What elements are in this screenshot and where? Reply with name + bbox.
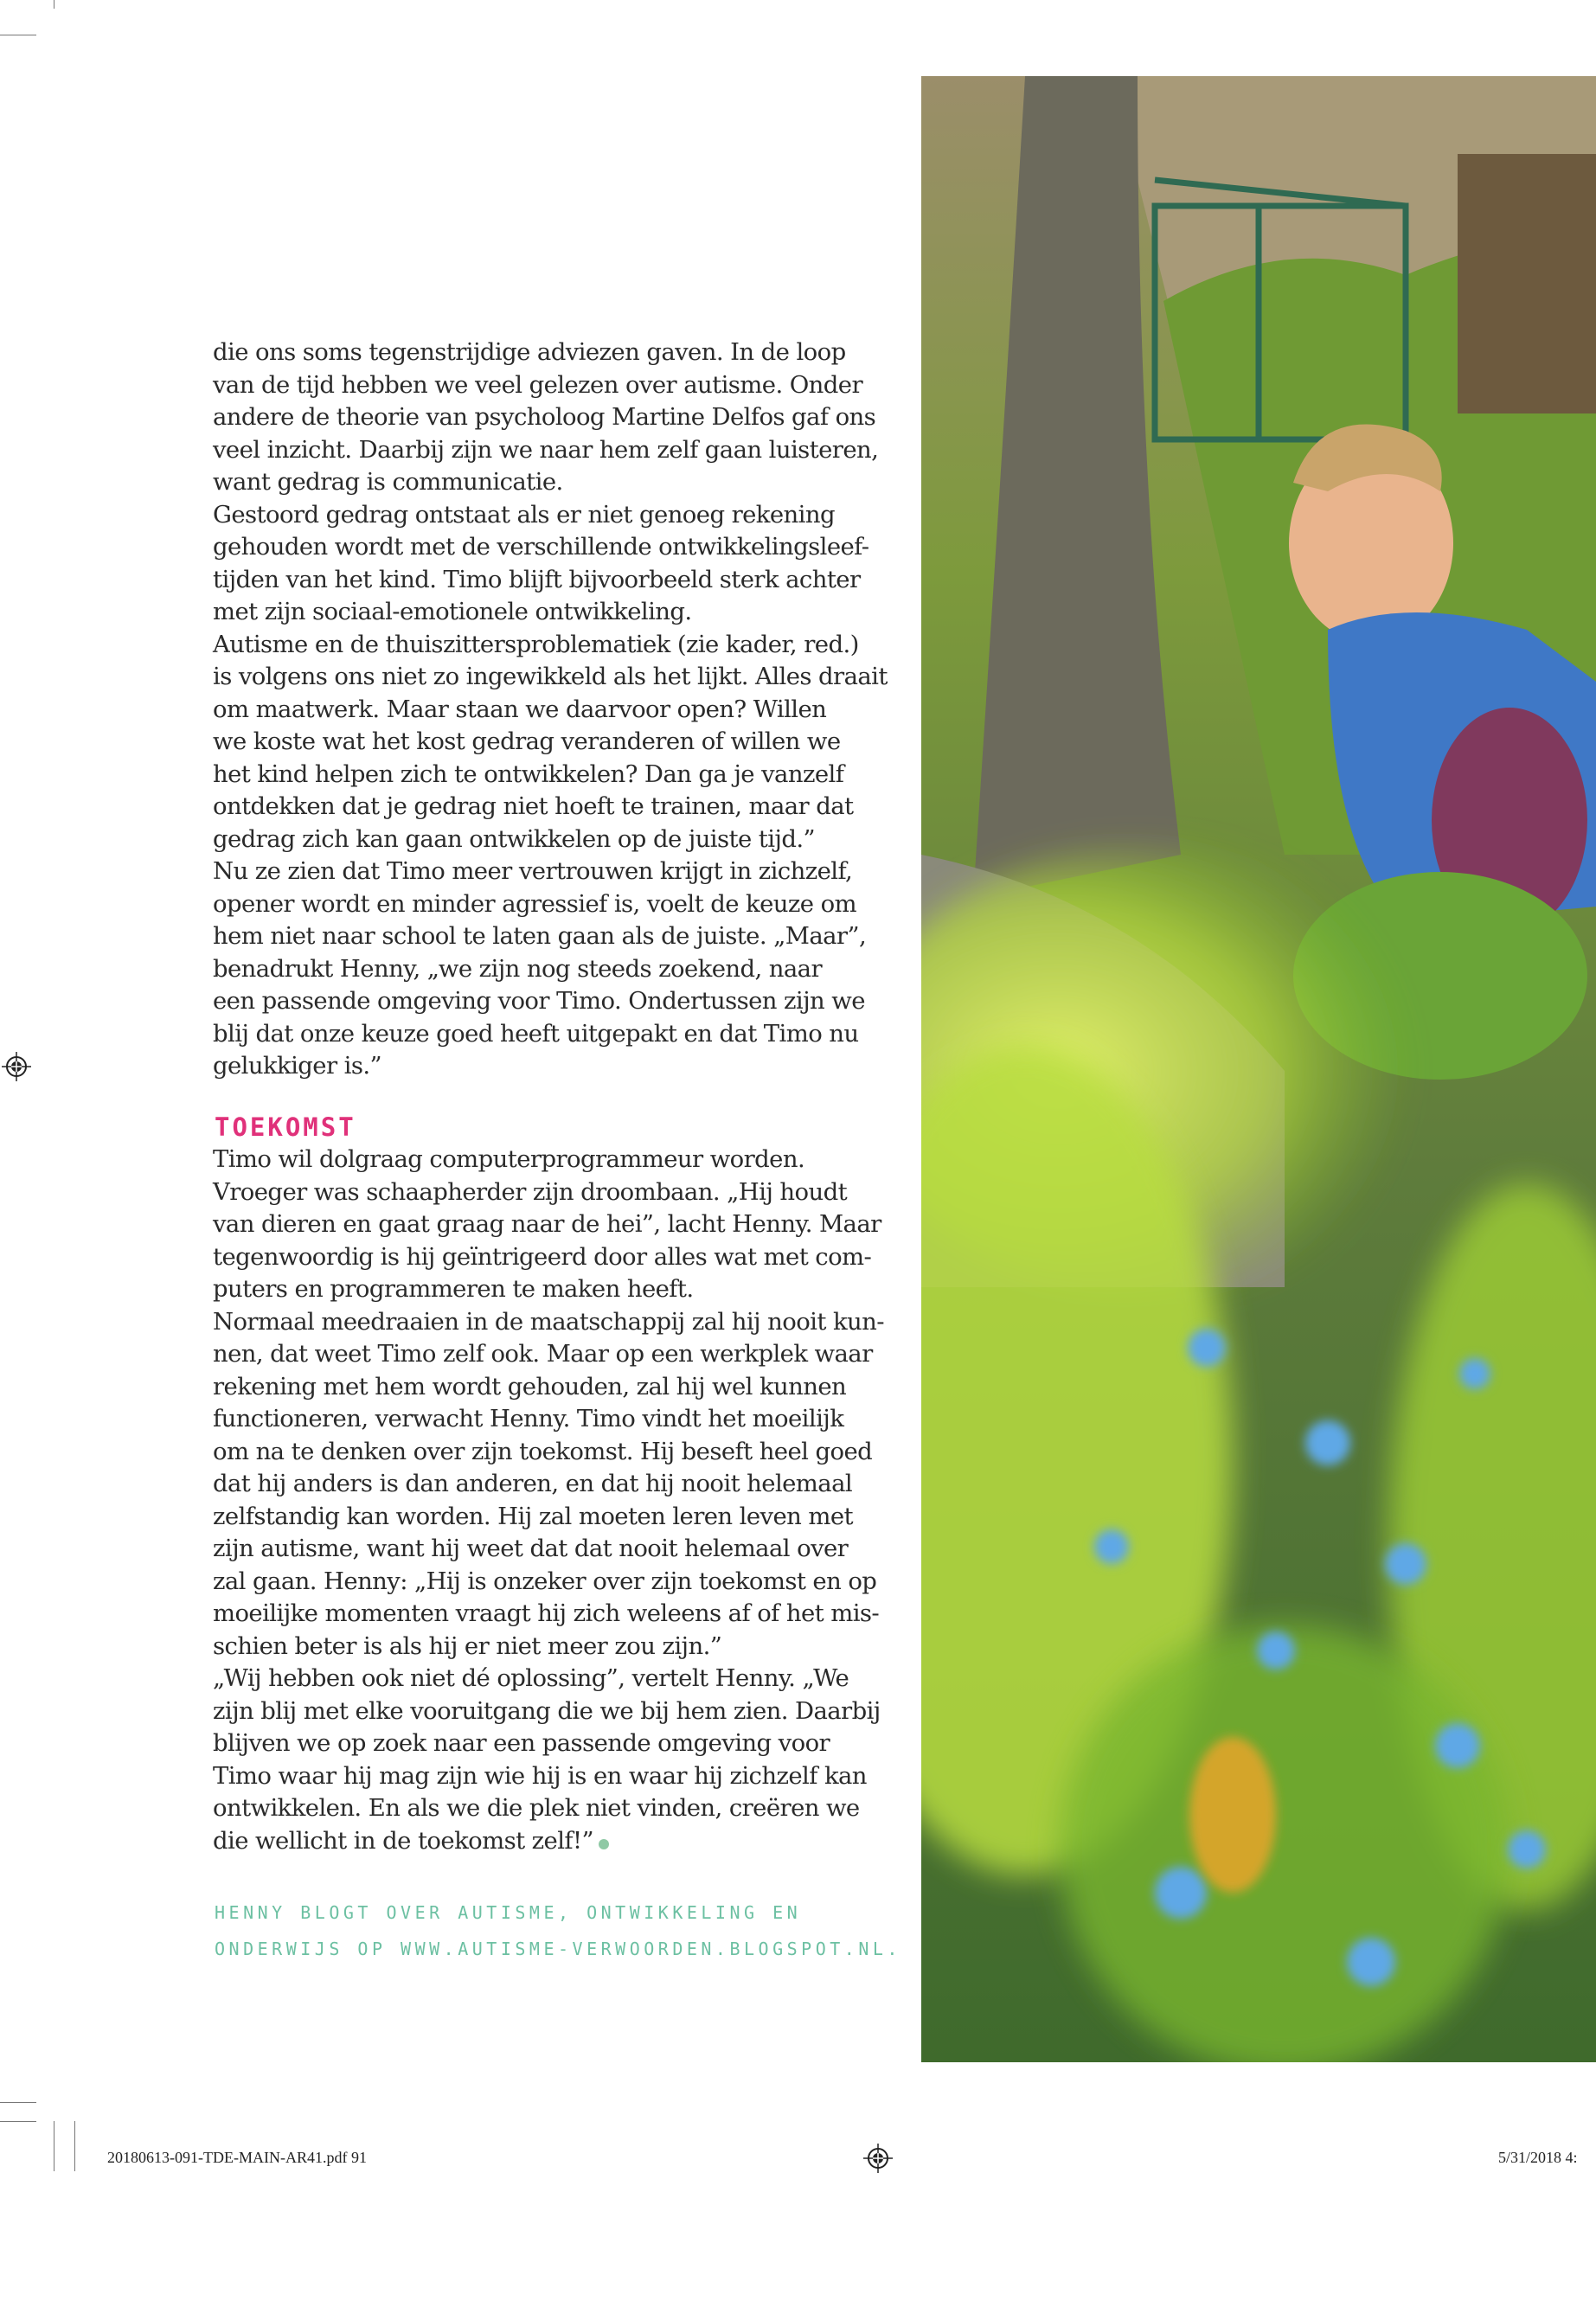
text-line-content: om na te denken over zijn toekomst. Hij beseft heel goed: [213, 1437, 873, 1465]
text-line: [213, 564, 861, 597]
text-line-content: „Wij hebben ook niet dé oplossing”, vertelt Henny. „We: [213, 1664, 849, 1692]
text-line-content: Gestoord gedrag ontstaat als er niet genoeg rekening: [213, 500, 835, 529]
text-line-content: puters en programmeren te maken heeft.: [213, 1275, 694, 1303]
text-line-content: zijn blij met elke vooruitgang die we bij hem zien. Daarbij: [213, 1696, 881, 1725]
registration-mark-bottom: [863, 2144, 893, 2173]
text-line-content: veel inzicht. Daarbij zijn we naar hem zelf gaan luisteren,: [213, 435, 879, 464]
text-line: [213, 499, 853, 532]
text-line-content: van de tijd hebben we veel gelezen over autisme. Onder: [213, 370, 863, 399]
article-body-part-1: [213, 336, 888, 1083]
text-line: [213, 1825, 853, 1858]
text-line-content: die wellicht in de toekomst zelf!”: [213, 1826, 593, 1855]
text-line: [213, 726, 853, 759]
text-line: [213, 1727, 853, 1760]
text-line-content: Nu ze zien dat Timo meer vertrouwen krijgt in zichzelf,: [213, 857, 853, 885]
text-line: [213, 985, 865, 1018]
text-line: [213, 336, 853, 369]
text-line: [213, 1566, 877, 1599]
crop-mark-bottom-left-h: [0, 2102, 36, 2103]
text-line: [213, 1306, 884, 1339]
text-line-content: tegenwoordig is hij geïntrigeerd door alles wat met com-: [213, 1242, 872, 1271]
text-line-content: hem niet naar school te laten gaan als de juiste. „Maar”,: [213, 922, 867, 950]
text-line: [213, 791, 853, 824]
text-line: [213, 1468, 853, 1501]
text-line-content: benadrukt Henny, „we zijn nog steeds zoekend, naar: [213, 954, 823, 983]
text-line-content: opener wordt en minder agressief is, voelt de keuze om: [213, 889, 857, 918]
text-line: [213, 1273, 853, 1306]
text-line: [213, 1631, 853, 1663]
author-blog-note: [215, 1894, 901, 1967]
text-line-content: tijden van het kind. Timo blijft bijvoorbeeld sterk achter: [213, 565, 861, 593]
text-line-content: blij dat onze keuze goed heeft uitgepakt en dat Timo nu: [213, 1019, 859, 1048]
text-line-content: een passende omgeving voor Timo. Ondertussen zijn we: [213, 987, 865, 1015]
text-line-content: Timo wil dolgraag computerprogrammeur worden.: [213, 1145, 805, 1173]
text-line: [213, 1533, 853, 1566]
text-line-content: andere de theorie van psycholoog Martine Delfos gaf ons: [213, 403, 876, 431]
text-line-content: die ons soms tegenstrijdige adviezen gaven. In de loop: [213, 338, 846, 366]
author-blog-note-line: ONDERWIJS OP WWW.AUTISME-VERWOORDEN.BLOGSPOT.NL.: [215, 1939, 901, 1959]
text-line: [213, 1760, 867, 1793]
text-line-content: het kind helpen zich te ontwikkelen? Dan ga je vanzelf: [213, 760, 844, 788]
text-line: [213, 401, 876, 434]
text-line-content: nen, dat weet Timo zelf ook. Maar op een werkplek waar: [213, 1340, 873, 1368]
text-line-content: van dieren en gaat graag naar de hei”, lacht Henny. Maar: [213, 1210, 881, 1238]
crop-mark-bottom-left-h2: [0, 2121, 36, 2122]
text-line: [213, 434, 879, 467]
text-line: [213, 1176, 853, 1209]
crop-mark-bottom-left-v2: [74, 2121, 75, 2171]
text-line: [213, 629, 859, 662]
text-line: [213, 1436, 873, 1469]
text-line-content: gehouden wordt met de verschillende ontwikkelingsleef-: [213, 533, 869, 561]
text-line-content: schien beter is als hij er niet meer zou zijn.”: [213, 1631, 722, 1660]
text-line-content: om maatwerk. Maar staan we daarvoor open? Willen: [213, 695, 827, 723]
text-line: [213, 1663, 853, 1695]
text-line: [213, 1695, 881, 1728]
text-line: [213, 1050, 853, 1083]
text-line: [213, 1501, 853, 1534]
text-line-content: moeilijke momenten vraagt hij zich weleens af of het mis-: [213, 1599, 880, 1627]
text-line-content: gedrag zich kan gaan ontwikkelen op de juiste tijd.”: [213, 824, 815, 853]
registration-mark-left: [2, 1052, 31, 1081]
print-slug-filename: 20180613-091-TDE-MAIN-AR41.pdf 91: [107, 2149, 367, 2166]
text-line-content: Vroeger was schaapherder zijn droombaan. „Hij houdt: [213, 1177, 848, 1206]
text-line-content: is volgens ons niet zo ingewikkeld als het lijkt. Alles draait: [213, 663, 888, 690]
end-of-article-dot: [599, 1839, 609, 1849]
text-line-content: zijn autisme, want hij weet dat dat nooit helemaal over: [213, 1535, 849, 1562]
text-line: [213, 1598, 880, 1631]
text-line-content: dat hij anders is dan anderen, en dat hij nooit helemaal: [213, 1470, 853, 1497]
text-line: [213, 1792, 860, 1825]
text-line: [213, 920, 867, 953]
text-line-content: zal gaan. Henny: „Hij is onzeker over zijn toekomst en op: [213, 1567, 877, 1595]
garden-photo: [921, 76, 1596, 2062]
text-line: [213, 661, 888, 694]
article-body-part-2: [213, 1144, 884, 1857]
author-blog-note-line: HENNY BLOGT OVER AUTISME, ONTWIKKELING EN: [215, 1902, 802, 1923]
text-line: [213, 888, 857, 921]
text-line: [213, 1241, 872, 1274]
text-line: [213, 1208, 881, 1241]
text-line-content: gelukkiger is.”: [213, 1052, 381, 1080]
text-line-content: ontdekken dat je gedrag niet hoeft te trainen, maar dat: [213, 792, 854, 820]
text-line: [213, 856, 853, 888]
text-line: [213, 1371, 853, 1404]
text-line: [213, 694, 853, 727]
text-line-content: Normaal meedraaien in de maatschappij zal hij nooit kun-: [213, 1307, 884, 1336]
text-line: [213, 369, 863, 402]
text-line: [213, 759, 853, 792]
text-line-content: Autisme en de thuiszittersproblematiek (zie kader, red.): [213, 630, 859, 658]
text-line-content: Timo waar hij mag zijn wie hij is en waar hij zichzelf kan: [213, 1761, 867, 1790]
text-line: [213, 1403, 853, 1436]
text-line-content: blijven we op zoek naar een passende omgeving voor: [213, 1729, 830, 1757]
print-slug-date: 5/31/2018 4:: [1498, 2149, 1578, 2166]
text-line: [213, 596, 853, 629]
text-line-content: functioneren, verwacht Henny. Timo vindt het moeilijk: [213, 1405, 844, 1433]
text-line: [213, 824, 853, 856]
text-line-content: want gedrag is communicatie.: [213, 468, 563, 496]
text-line: [213, 466, 853, 499]
text-line-content: met zijn sociaal-emotionele ontwikkeling.: [213, 598, 692, 625]
text-line: [213, 531, 869, 564]
section-heading: TOEKOMST: [215, 1112, 356, 1142]
text-line-content: ontwikkelen. En als we die plek niet vinden, creëren we: [213, 1794, 860, 1822]
text-line: [213, 1144, 853, 1176]
text-line: [213, 953, 853, 986]
text-line-content: zelfstandig kan worden. Hij zal moeten leren leven met: [213, 1502, 854, 1530]
text-line: [213, 1018, 859, 1051]
text-line-content: rekening met hem wordt gehouden, zal hij wel kunnen: [213, 1372, 847, 1400]
text-line: [213, 1338, 873, 1371]
text-line-content: we koste wat het kost gedrag veranderen of willen we: [213, 727, 841, 755]
